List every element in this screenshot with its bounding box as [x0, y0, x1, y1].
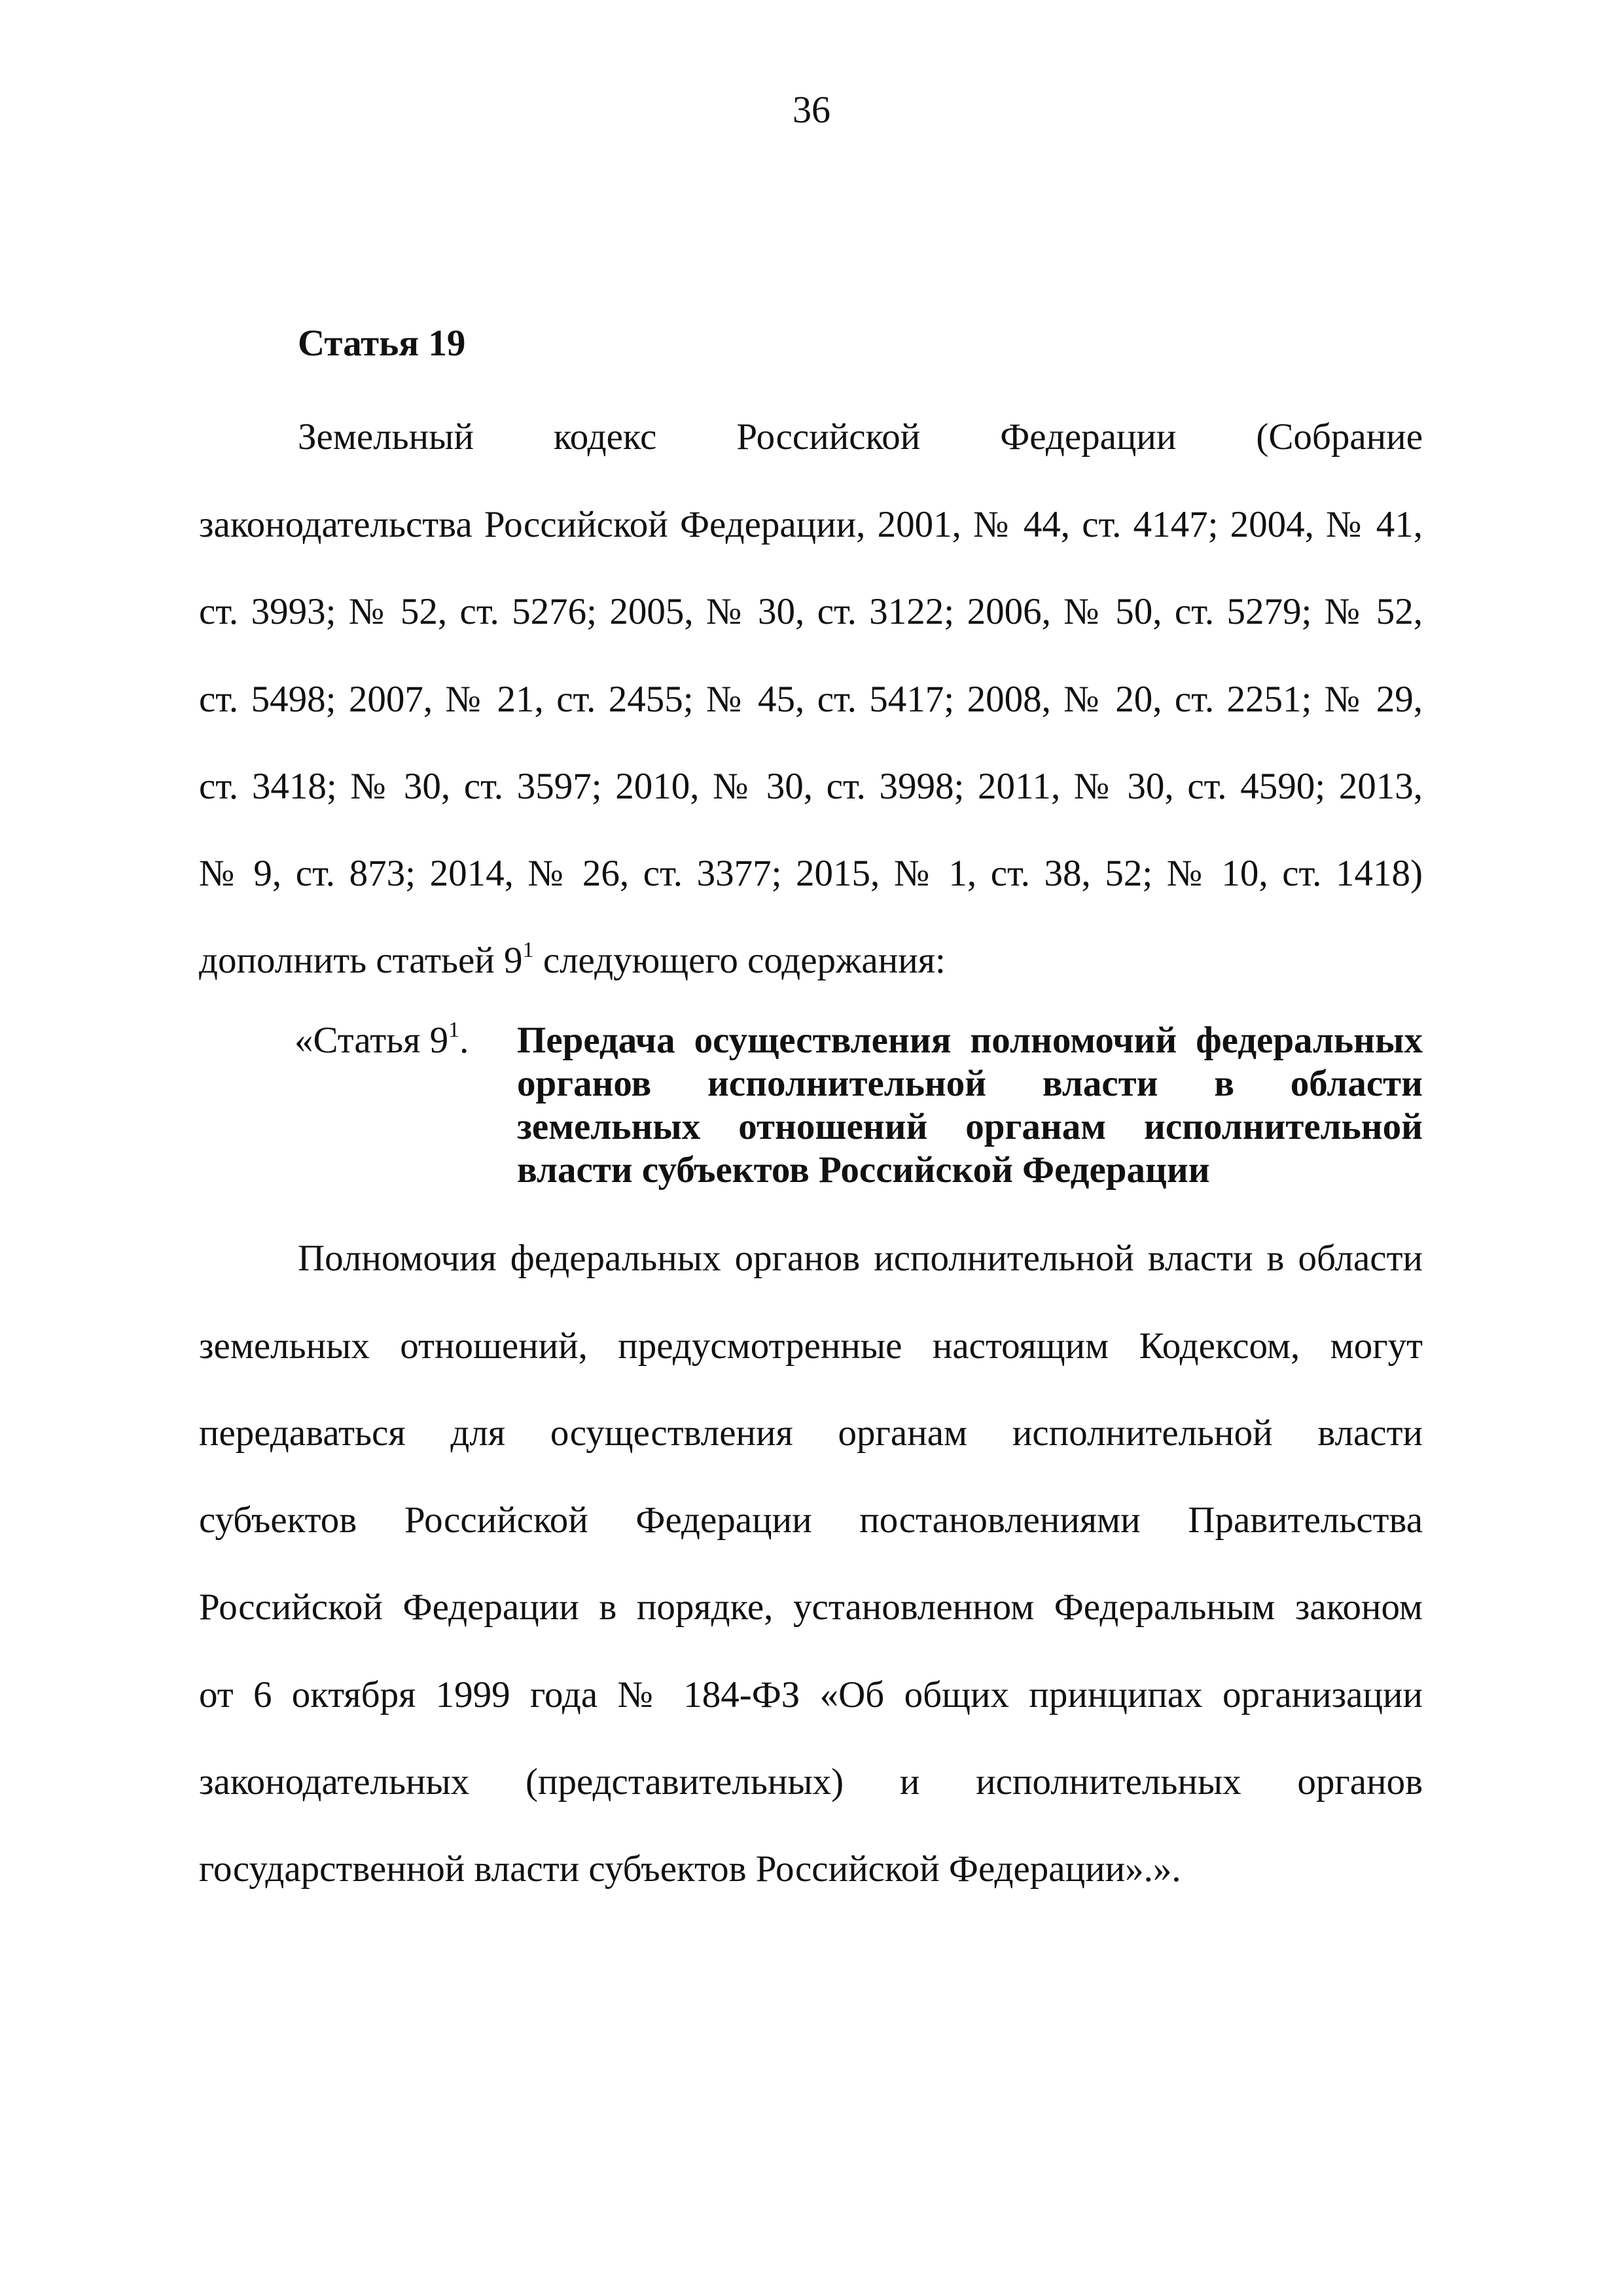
- body-line: государственной власти субъектов Российской Федерации».».: [199, 1848, 1181, 1890]
- new-article-label-text: «Статья 9: [294, 1020, 449, 1061]
- supplement-text-end: следующего содержания:: [533, 940, 946, 981]
- supplement-superscript: 1: [522, 938, 534, 962]
- body-line: законодательных (представительных) и исполнительных органов: [199, 1761, 1423, 1803]
- body-line: субъектов Российской Федерации постановлениями Правительства: [199, 1499, 1423, 1541]
- intro-line: ст. 3418; № 30, ст. 3597; 2010, № 30, ст. 3998; 2011, № 30, ст. 4590; 2013,: [199, 766, 1423, 807]
- article-heading: Статья 19: [298, 323, 466, 364]
- new-article-title-line: органов исполнительной власти в области: [517, 1063, 1423, 1104]
- supplement-line: [199, 938, 1423, 984]
- page-number: 36: [793, 88, 830, 131]
- intro-line: ст. 3993; № 52, ст. 5276; 2005, № 30, ст. 3122; 2006, № 50, ст. 5279; № 52,: [199, 591, 1423, 632]
- intro-line: ст. 5498; 2007, № 21, ст. 2455; № 45, ст. 5417; 2008, № 20, ст. 2251; № 29,: [199, 679, 1423, 720]
- body-line: Полномочия федеральных органов исполнительной власти в области: [298, 1238, 1423, 1279]
- supplement-text: дополнить статьей 9: [199, 940, 523, 981]
- intro-line: Земельный кодекс Российской Федерации (Собрание: [298, 416, 1423, 457]
- new-article-title-line: власти субъектов Российской Федерации: [517, 1149, 1210, 1191]
- body-line: земельных отношений, предусмотренные настоящим Кодексом, могут: [199, 1325, 1423, 1367]
- intro-line: № 9, ст. 873; 2014, № 26, ст. 3377; 2015, № 1, ст. 38, 52; № 10, ст. 1418): [199, 853, 1423, 894]
- body-line: передаваться для осуществления органам исполнительной власти: [199, 1412, 1423, 1454]
- new-article-title-line: Передача осуществления полномочий федеральных: [517, 1020, 1423, 1061]
- body-line: Российской Федерации в порядке, установленном Федеральным законом: [199, 1587, 1423, 1628]
- new-article-title-line: земельных отношений органам исполнительной: [517, 1106, 1423, 1147]
- new-article-label: [294, 1018, 469, 1064]
- intro-line: законодательства Российской Федерации, 2001, № 44, ст. 4147; 2004, № 41,: [199, 504, 1423, 545]
- new-article-label-superscript: 1: [448, 1018, 460, 1042]
- body-line: от 6 октября 1999 года № 184-ФЗ «Об общих принципах организации: [199, 1674, 1423, 1715]
- new-article-label-end: .: [459, 1020, 469, 1061]
